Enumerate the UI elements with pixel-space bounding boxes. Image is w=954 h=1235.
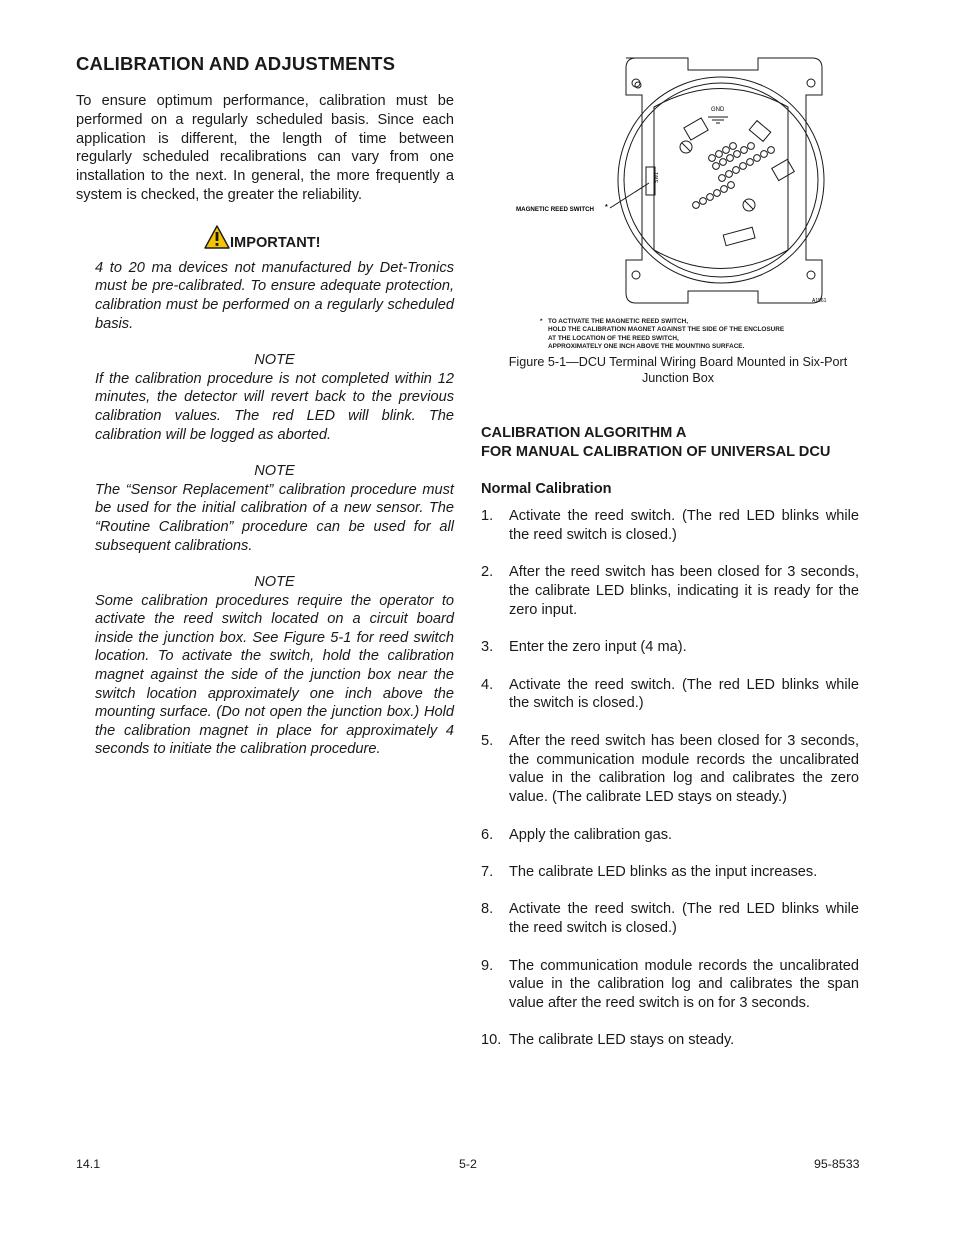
intro-paragraph: To ensure optimum performance, calibration must be performed on a regularly scheduled basis. Since each application is different, the length of time between regularly scheduled recalibrations can vary from one installation to the next. In general, the more frequently a system is checked, the greater the reliability. (76, 93, 454, 203)
list-item (481, 563, 859, 619)
important-label: IMPORTANT! (230, 234, 321, 251)
list-item (481, 676, 859, 714)
figure-footnote (540, 318, 784, 352)
step-text: Apply the calibration gas. (509, 826, 673, 843)
note-heading-2: NOTE (254, 463, 295, 480)
figure-caption-line-1: Figure 5-1—DCU Terminal Wiring Board Mounted in Six-Port (508, 355, 848, 369)
note-text-1: If the calibration procedure is not completed within 12 minutes, the detector will revert back to the previous calibration values. The red LED will blink. The calibration will be logged as aborted. (95, 370, 454, 443)
important-text: 4 to 20 ma devices not manufactured by Det-Tronics must be pre-calibrated. To ensure adequate protection, calibration must be performed on a regularly scheduled basis. (95, 259, 454, 332)
algorithm-title-line-2: FOR MANUAL CALIBRATION OF UNIVERSAL DCU (481, 444, 831, 460)
step-text: After the reed switch has been closed for 3 seconds, the calibrate LED blinks, indicating it is ready for the zero input. (509, 564, 859, 618)
note-heading-3: NOTE (254, 574, 295, 591)
junction-box-diagram (506, 55, 846, 310)
sw1-label: SW1 (654, 172, 660, 183)
figure-id: A1561 (812, 298, 827, 304)
footnote-line-2: HOLD THE CALIBRATION MAGNET AGAINST THE SIDE OF THE ENCLOSURE (548, 326, 785, 334)
important-text-block (95, 259, 454, 759)
list-item (481, 826, 859, 845)
step-number: 6. (481, 826, 494, 843)
footnote-line-3: AT THE LOCATION OF THE REED SWITCH, (548, 334, 679, 342)
step-number: 3. (481, 639, 494, 656)
footer-document-number: 95-8533 (814, 1157, 860, 1171)
left-column (76, 50, 454, 759)
steps-list (481, 507, 859, 1050)
warning-icon (204, 225, 230, 249)
figure-caption-line-2: Junction Box (641, 371, 715, 385)
step-number: 10. (481, 1032, 502, 1049)
list-item (481, 1031, 859, 1050)
step-number: 5. (481, 732, 494, 749)
step-number: 1. (481, 508, 494, 524)
normal-calibration-heading: Normal Calibration (481, 481, 612, 497)
list-item (481, 900, 859, 938)
section-title: CALIBRATION AND ADJUSTMENTS (76, 53, 396, 74)
list-item (481, 863, 859, 882)
step-text: Enter the zero input (4 ma). (509, 639, 687, 656)
step-number: 8. (481, 901, 494, 918)
step-text: The communication module records the uncalibrated value in the calibration log and calibrates the span value after the reed switch is on for 3 seconds. (509, 957, 859, 1012)
figure-caption (500, 354, 856, 386)
step-text: Activate the reed switch. (The red LED blinks while the switch is closed.) (509, 676, 859, 712)
step-text: After the reed switch has been closed for 3 seconds, the communication module records the uncalibrated value in the calibration log and calibrates the zero value. (The calibrate LED stays on steady.) (509, 732, 859, 806)
important-callout (76, 225, 454, 259)
step-number: 9. (481, 957, 494, 974)
step-number: 7. (481, 863, 494, 880)
footnote-star: * (540, 318, 543, 325)
footnote-line-1: TO ACTIVATE THE MAGNETIC REED SWITCH, (548, 318, 688, 325)
list-item (481, 957, 859, 1013)
algorithm-title-line-1: CALIBRATION ALGORITHM A (481, 425, 687, 441)
footnote-line-4: APPROXIMATELY ONE INCH ABOVE THE MOUNTING SURFACE. (548, 343, 745, 351)
note-text-2: The “Sensor Replacement” calibration procedure must be used for the initial calibration of a new sensor. The “Routine Calibration” procedure can be used for all subsequent calibrations. (95, 481, 454, 554)
step-number: 4. (481, 676, 494, 693)
right-column (481, 424, 859, 1069)
step-text: The calibrate LED blinks as the input increases. (509, 863, 818, 880)
footer-version: 14.1 (76, 1157, 101, 1171)
note-text-3: Some calibration procedures require the operator to activate the reed switch located on a circuit board inside the junction box. See Figure 5-1 for reed switch location. To activate the switch, hold the calibration magnet against the side of the junction box near the switch location approximately one inch above the mounting surface. (Do not open the junction box.) Hold the calibration magnet in place for approximately 4 seconds to initiate the calibration procedure. (95, 592, 454, 758)
junction-box-figure (506, 55, 846, 310)
footer-page-number: 5-2 (459, 1157, 477, 1171)
list-item (481, 732, 859, 807)
list-item (481, 507, 859, 545)
step-text: Activate the reed switch. (The red LED blinks while the reed switch is closed.) (509, 508, 859, 543)
reed-switch-label: MAGNETIC REED SWITCH (516, 206, 595, 213)
note-heading-1: NOTE (254, 352, 295, 369)
gnd-label: GND (711, 107, 725, 113)
reed-switch-star: * (605, 204, 608, 211)
list-item (481, 638, 859, 657)
step-text: Activate the reed switch. (The red LED blinks while the reed switch is closed.) (509, 901, 859, 937)
step-text: The calibrate LED stays on steady. (509, 1032, 735, 1049)
step-number: 2. (481, 564, 494, 581)
